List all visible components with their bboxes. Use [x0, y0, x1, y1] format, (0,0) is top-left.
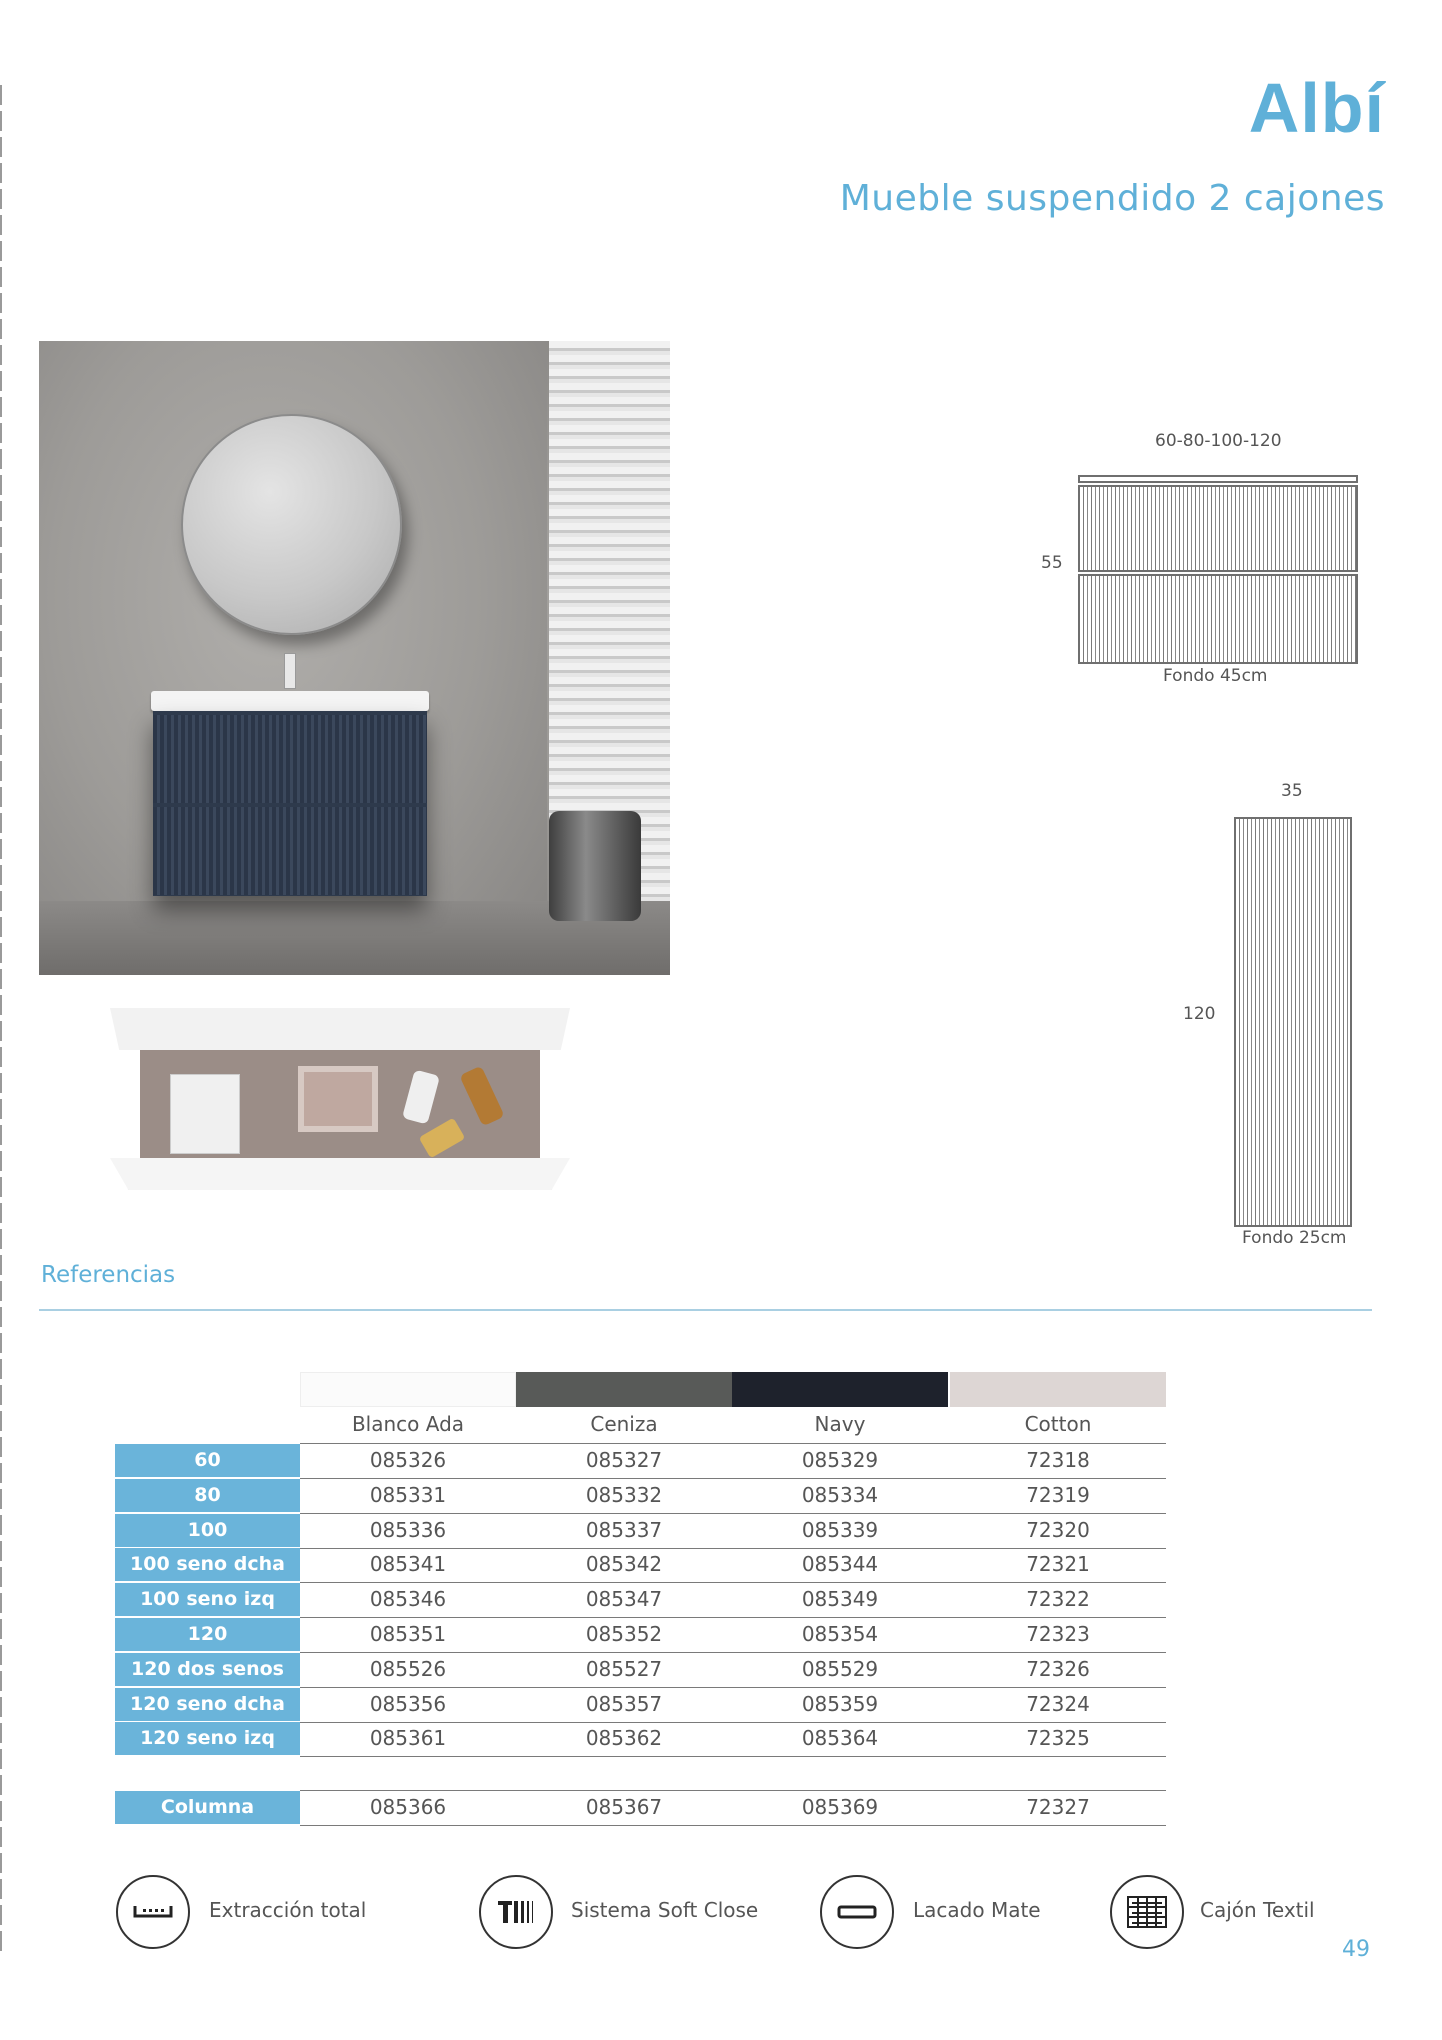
reference-code: 085366: [369, 1795, 447, 1819]
reference-code: 085369: [801, 1795, 879, 1819]
reference-code: 085346: [369, 1587, 447, 1611]
reference-code: 085344: [801, 1552, 879, 1576]
page-title: Albí: [1248, 69, 1385, 147]
reference-code: 085356: [369, 1692, 447, 1716]
reference-code: 085527: [585, 1657, 663, 1681]
reference-code: 085364: [801, 1726, 879, 1750]
feature-label: Sistema Soft Close: [571, 1898, 759, 1922]
reference-code: 085362: [585, 1726, 663, 1750]
reference-code: 72320: [1026, 1518, 1090, 1542]
row-divider: [300, 1825, 1166, 1826]
color-column-header: Cotton: [1024, 1412, 1092, 1436]
column-height-dimension: 120: [1183, 1004, 1216, 1024]
page-number: 49: [1342, 1937, 1370, 1962]
reference-code: 085336: [369, 1518, 447, 1542]
textile-drawer-icon: [1110, 1875, 1184, 1949]
color-swatch: [516, 1372, 732, 1407]
color-swatch: [732, 1372, 948, 1407]
reference-code: 72324: [1026, 1692, 1090, 1716]
row-label: 100 seno izq: [115, 1583, 300, 1616]
reference-code: 72321: [1026, 1552, 1090, 1576]
reference-code: 085351: [369, 1622, 447, 1646]
reference-code: 72322: [1026, 1587, 1090, 1611]
feature-label: Lacado Mate: [913, 1898, 1041, 1922]
reference-code: 085529: [801, 1657, 879, 1681]
row-label: 120 seno dcha: [115, 1688, 300, 1721]
row-label: 80: [115, 1479, 300, 1512]
column-drawing: [1234, 817, 1352, 1227]
reference-code: 72326: [1026, 1657, 1090, 1681]
reference-code: 085332: [585, 1483, 663, 1507]
reference-code: 72327: [1026, 1795, 1090, 1819]
cabinet-height-dimension: 55: [1041, 553, 1063, 573]
round-mirror: [181, 414, 402, 635]
feature-label: Extracción total: [209, 1898, 367, 1922]
color-column-header: Ceniza: [590, 1412, 658, 1436]
reference-code: 72318: [1026, 1448, 1090, 1472]
column-depth-label: Fondo 25cm: [1242, 1228, 1347, 1248]
reference-code: 085334: [801, 1483, 879, 1507]
reference-code: 72323: [1026, 1622, 1090, 1646]
reference-code: 085367: [585, 1795, 663, 1819]
row-label: 100 seno dcha: [115, 1548, 300, 1581]
washbasin: [151, 691, 429, 711]
reference-code: 72325: [1026, 1726, 1090, 1750]
references-heading: Referencias: [41, 1262, 176, 1288]
product-photo: [39, 341, 670, 975]
drawer-detail-photo: [110, 1008, 570, 1190]
reference-code: 085329: [801, 1448, 879, 1472]
cabinet-depth-label: Fondo 45cm: [1163, 666, 1268, 686]
reference-code: 085359: [801, 1692, 879, 1716]
color-column-header: Blanco Ada: [351, 1412, 465, 1436]
row-label: 120 seno izq: [115, 1722, 300, 1755]
reference-code: 085357: [585, 1692, 663, 1716]
reference-code: 085526: [369, 1657, 447, 1681]
reference-code: 085347: [585, 1587, 663, 1611]
reference-code: 085337: [585, 1518, 663, 1542]
row-label: 100: [115, 1514, 300, 1547]
row-divider: [300, 1756, 1166, 1757]
reference-code: 085331: [369, 1483, 447, 1507]
reference-code: 085339: [801, 1518, 879, 1542]
reference-code: 085342: [585, 1552, 663, 1576]
row-label: 120 dos senos: [115, 1653, 300, 1686]
reference-code: 085341: [369, 1552, 447, 1576]
references-divider: [39, 1309, 1372, 1311]
feature-label: Cajón Textil: [1200, 1898, 1315, 1922]
color-swatch: [950, 1372, 1166, 1407]
cabinet-width-dimension: 60-80-100-120: [1155, 431, 1282, 451]
binding-edge: [0, 85, 2, 1955]
color-swatch: [300, 1372, 516, 1407]
reference-code: 085327: [585, 1448, 663, 1472]
reference-code: 085354: [801, 1622, 879, 1646]
row-label: 120: [115, 1618, 300, 1651]
reference-code: 085352: [585, 1622, 663, 1646]
color-column-header: Navy: [814, 1412, 866, 1436]
reference-code: 72319: [1026, 1483, 1090, 1507]
reference-code: 085326: [369, 1448, 447, 1472]
column-width-dimension: 35: [1281, 781, 1303, 801]
cabinet-drawing: [1078, 475, 1358, 665]
row-label: Columna: [115, 1791, 300, 1824]
page-subtitle: Mueble suspendido 2 cajones: [839, 178, 1385, 219]
row-label: 60: [115, 1444, 300, 1477]
vanity-cabinet: [153, 711, 427, 896]
matte-lacquer-icon: [820, 1875, 894, 1949]
soft-close-icon: [479, 1875, 553, 1949]
reference-code: 085361: [369, 1726, 447, 1750]
full-extraction-icon: [116, 1875, 190, 1949]
reference-code: 085349: [801, 1587, 879, 1611]
